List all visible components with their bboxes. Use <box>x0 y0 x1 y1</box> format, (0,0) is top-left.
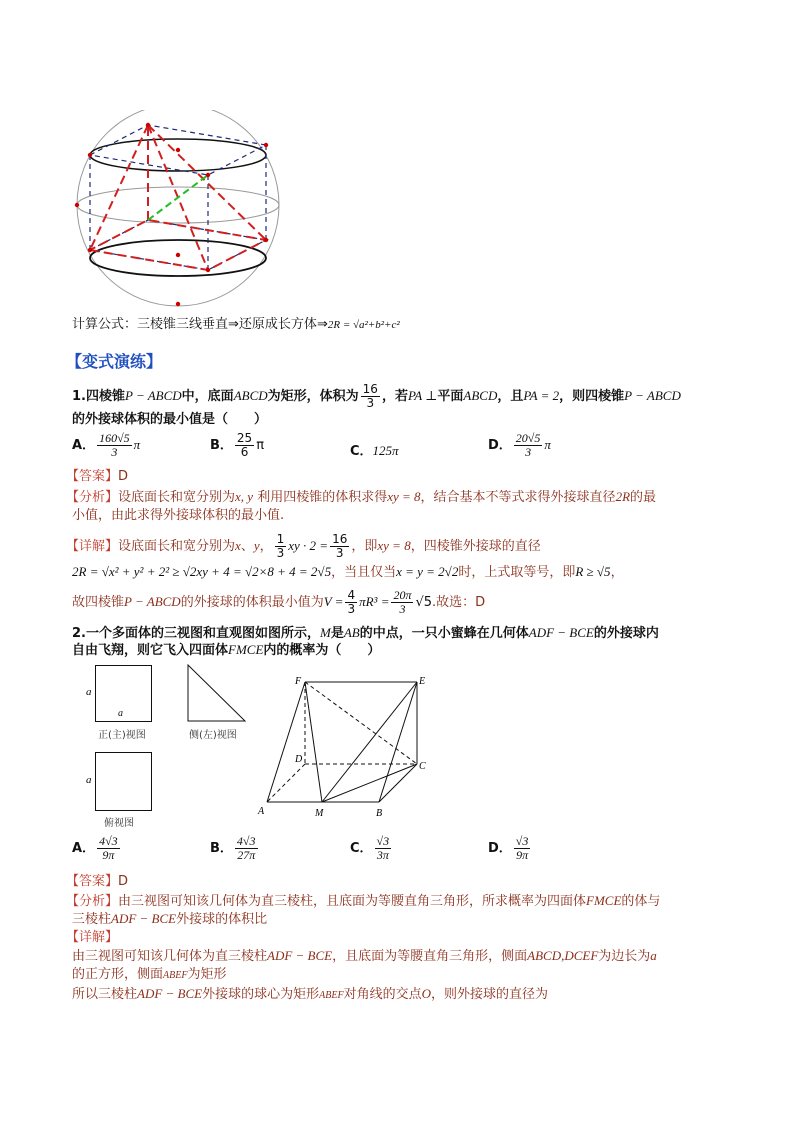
detail-text: ， <box>259 539 273 554</box>
q1-answer <box>66 468 128 486</box>
option-label: C． <box>350 841 373 856</box>
detail-math: ABEF <box>163 970 188 981</box>
q1-stem-line2: 的外接球体积的最小值是（ ） <box>72 412 268 427</box>
option-frac <box>375 835 392 862</box>
detail-text: 的外接球的体积最小值为 <box>180 595 324 610</box>
detail-math: x <box>235 538 241 553</box>
analysis-text: 的体与 <box>621 894 661 909</box>
detail-text: ，则外接球的直径为 <box>430 987 548 1002</box>
label-M: M <box>315 808 324 819</box>
detail-frac <box>345 589 357 616</box>
option-label: C． <box>350 444 373 459</box>
analysis-text: 设底面长和宽分别为 <box>118 490 236 505</box>
side-view-caption: 侧(左)视图 <box>189 730 237 741</box>
label-B: B <box>376 808 383 819</box>
frac-den: 3 <box>335 546 344 560</box>
detail-math: √5 <box>415 595 433 610</box>
formula-prefix: 计算公式：三棱锥三线垂直 <box>72 317 229 332</box>
label-E: E <box>419 676 426 687</box>
q1-text: ，若 <box>381 389 408 404</box>
q2-analysis-line1 <box>66 892 660 911</box>
answer-value: D <box>118 874 129 889</box>
detail-math: O <box>421 986 431 1001</box>
detail-math: ADF − BCE <box>267 948 333 963</box>
q2-text: 2.一个多面体的三视图和直观图如图所示， <box>72 626 320 641</box>
arrow-2: ⇒ <box>316 317 328 332</box>
frac-num: 4 <box>347 588 356 602</box>
answer-tag: 【答案】 <box>66 874 119 889</box>
frac-den: 3 <box>111 445 118 459</box>
detail-text: ，当且仅当 <box>331 565 397 580</box>
frac-den: 3π <box>376 848 389 862</box>
q1-text: 1.四棱锥 <box>72 389 125 404</box>
q1-math: PA ⊥ <box>407 388 438 403</box>
detail-text: 为矩形 <box>187 967 227 982</box>
frac-den: 9π <box>102 848 115 862</box>
detail-text: 的正方形，侧面 <box>72 967 164 982</box>
detail-math: x = y = 2√2 <box>396 564 459 579</box>
q2-detail-line3 <box>72 985 548 1005</box>
analysis-text: 由三视图可知该几何体为直三棱柱，且底面为等腰直角三角形，所求概率为四面体 <box>118 894 587 909</box>
detail-text: 故四棱锥 <box>72 595 125 610</box>
q2-math: ADF − BCE <box>528 625 594 640</box>
q1-volume-frac <box>361 383 380 410</box>
detail-text: 对角线的交点 <box>343 987 422 1002</box>
detail-text: ，即 <box>351 539 378 554</box>
frac-num: 16 <box>362 382 378 396</box>
frac-num: 16 <box>332 532 348 546</box>
option-frac <box>97 835 120 862</box>
q1-text: 为矩形，体积为 <box>267 389 359 404</box>
analysis-tag: 【分析】 <box>66 490 119 505</box>
q1-text: ，且 <box>497 389 524 404</box>
q2-math: FMCE <box>228 642 264 657</box>
label-C: C <box>419 761 426 772</box>
q2-text: 自由飞翔，则它飞入四面体 <box>72 643 229 658</box>
q2-analysis-line2 <box>72 910 267 929</box>
label-F: F <box>295 676 302 687</box>
q2-answer <box>66 873 128 891</box>
detail-text: ，且底面为等腰直角三角形，侧面 <box>332 949 528 964</box>
detail-math: a <box>650 948 657 963</box>
top-view-a-left: a <box>86 774 92 786</box>
detail-math: ADF − BCE <box>137 986 203 1001</box>
option-suffix: π <box>256 438 265 453</box>
formula-line <box>72 316 400 334</box>
frac-num: 1 <box>276 532 285 546</box>
option-suffix: π <box>133 437 141 452</box>
q2-math: M <box>319 625 331 640</box>
q1-analysis-line1 <box>66 488 656 507</box>
detail-text: 所以三棱柱 <box>72 987 138 1002</box>
frac-num: 160√5 <box>99 431 130 445</box>
analysis-text: ，结合基本不等式求得外接球直径 <box>420 490 616 505</box>
prism-diagram <box>255 672 435 822</box>
section-title: 【变式演练】 <box>66 352 163 371</box>
side-view <box>187 664 247 722</box>
analysis-text: 外接球的体积比 <box>176 912 268 927</box>
q2-option-b[interactable] <box>210 835 260 862</box>
detail-math: V = <box>323 594 344 609</box>
q2-text: 的外接球内 <box>593 626 659 641</box>
front-view-a-bottom: a <box>118 708 123 719</box>
frac-num: 4√3 <box>99 834 118 848</box>
front-view-caption: 正(主)视图 <box>98 730 146 741</box>
top-view-caption: 俯视图 <box>104 818 134 829</box>
detail-text: 为边长为 <box>598 949 651 964</box>
q2-text: 的中点，一只小蜜蜂在几何体 <box>359 626 529 641</box>
q1-math: P − ABCD <box>624 388 681 403</box>
detail-math: ABEF <box>319 990 344 1001</box>
analysis-text: 的最 <box>630 490 657 505</box>
analysis-math: x, y <box>235 489 254 504</box>
q2-option-d[interactable] <box>488 835 532 862</box>
detail-math: xy · 2 = <box>288 538 329 553</box>
q1-math: P − ABCD <box>124 388 182 403</box>
option-frac <box>235 835 258 862</box>
detail-frac <box>391 589 413 616</box>
frac-den: 3 <box>525 445 532 459</box>
q1-detail-line2 <box>72 563 624 582</box>
q2-option-c[interactable] <box>350 835 393 862</box>
frac-num: √3 <box>515 834 529 848</box>
q1-text: 中，底面 <box>181 389 234 404</box>
q1-text: 平面 <box>437 389 464 404</box>
detail-text: ， <box>610 565 624 580</box>
analysis-text: 三棱柱 <box>72 912 112 927</box>
bottom-circle <box>90 240 266 276</box>
analysis-math: 2R <box>615 489 631 504</box>
option-suffix: π <box>544 437 551 452</box>
q1-math: ABCD <box>233 388 268 403</box>
detail-frac <box>330 533 349 560</box>
q1-text: ，则四棱锥 <box>559 389 625 404</box>
analysis-math: ADF − BCE <box>111 911 177 926</box>
frac-num: 4√3 <box>236 834 256 848</box>
arrow-1: ⇒ <box>228 317 239 332</box>
detail-math: y <box>253 538 260 553</box>
frac-den: 3 <box>366 396 375 410</box>
sphere-pyramid-diagram <box>70 110 290 310</box>
option-frac <box>514 835 531 862</box>
detail-text: 时，上式取等号，即 <box>458 565 576 580</box>
detail-text: 外接球的球心为矩形 <box>202 987 320 1002</box>
option-label: A． <box>72 841 96 856</box>
detail-math: P − ABCD <box>124 594 181 609</box>
formula-mid: 还原成长方体 <box>238 317 317 332</box>
label-D: D <box>295 754 303 765</box>
q1-math: ABCD <box>463 388 498 403</box>
q2-stem-line2 <box>72 641 380 660</box>
analysis-math: xy = 8 <box>387 489 421 504</box>
q1-option-a[interactable] <box>72 432 140 459</box>
detail-text: .故选：D <box>432 595 486 610</box>
q2-option-a[interactable] <box>72 835 122 862</box>
answer-tag: 【答案】 <box>66 469 119 484</box>
frac-den: 3 <box>347 602 356 616</box>
detail-tag: 【详解】 <box>66 539 119 554</box>
front-view-a-left: a <box>86 686 92 698</box>
detail-tag: 【详解】 <box>66 930 119 945</box>
q1-option-b[interactable] <box>210 432 264 459</box>
frac-num: √3 <box>376 834 390 848</box>
frac-num: 25 <box>236 431 253 445</box>
front-view <box>95 665 152 722</box>
detail-text: 由三视图可知该几何体为直三棱柱 <box>72 949 268 964</box>
top-view <box>95 752 152 811</box>
q2-text: 内的概率为（ ） <box>263 643 381 658</box>
detail-text: 、 <box>240 539 254 554</box>
q2-detail-tag <box>66 929 118 947</box>
detail-math: R ≥ √5 <box>575 564 611 579</box>
option-frac <box>235 432 254 459</box>
option-frac <box>97 432 132 459</box>
q1-option-d[interactable] <box>488 432 551 459</box>
q1-math: PA = 2 <box>523 388 560 403</box>
formula-eq: 2R = √a²+b²+c² <box>327 319 400 331</box>
q2-detail-line2 <box>72 966 226 985</box>
diameter-line <box>148 175 208 220</box>
q2-text: 是 <box>330 626 344 641</box>
detail-math: 2R = √x² + y² + 2² ≥ √2xy + 4 = √2×8 + 4 = 2√5 <box>72 564 332 579</box>
frac-den: 27π <box>237 848 256 862</box>
frac-den: 9π <box>516 848 529 862</box>
detail-math: ABCD,DCEF <box>527 948 599 963</box>
option-label: A． <box>72 438 96 453</box>
q2-math: AB <box>343 625 360 640</box>
option-value: 125π <box>372 443 399 458</box>
detail-math: xy = 8 <box>377 538 411 553</box>
detail-frac <box>275 533 287 560</box>
q1-detail-line3 <box>72 589 485 616</box>
q1-analysis-line2: 小值，由此求得外接球体积的最小值. <box>72 508 285 523</box>
answer-value: D <box>118 469 129 484</box>
detail-math: πR³ = <box>359 594 390 609</box>
frac-num: 20√5 <box>515 431 541 445</box>
sphere-equator <box>77 187 279 223</box>
option-frac <box>514 432 543 459</box>
q1-option-c[interactable] <box>350 440 399 459</box>
frac-den: 3 <box>276 546 285 560</box>
q1-stem-line1 <box>72 383 681 410</box>
analysis-text: 利用四棱锥的体积求得 <box>257 490 388 505</box>
frac-den: 3 <box>399 602 406 616</box>
label-A: A <box>258 806 265 817</box>
analysis-math: FMCE <box>586 893 622 908</box>
q1-detail-line1 <box>66 533 541 560</box>
detail-text: 设底面长和宽分别为 <box>118 539 236 554</box>
option-label: D． <box>488 841 512 856</box>
option-label: D． <box>488 438 512 453</box>
option-label: B． <box>210 841 233 856</box>
frac-den: 6 <box>240 445 249 459</box>
frac-num: 20π <box>393 588 412 602</box>
option-label: B． <box>210 438 233 453</box>
detail-text: ，四棱锥外接球的直径 <box>410 539 541 554</box>
q2-detail-line1 <box>72 947 657 966</box>
analysis-tag: 【分析】 <box>66 894 119 909</box>
